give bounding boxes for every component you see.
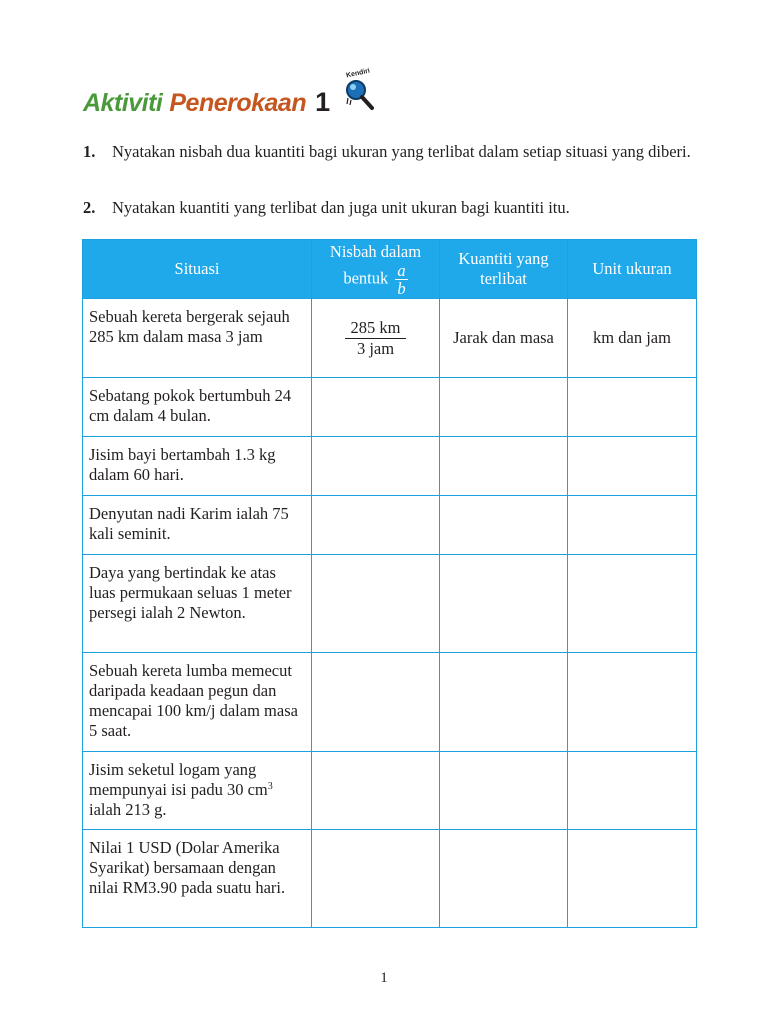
quantity-cell	[440, 653, 568, 752]
heading-number: 1	[315, 87, 331, 117]
situation-cell: Denyutan nadi Karim ialah 75 kali seminit.	[83, 496, 312, 555]
header-unit: Unit ukuran	[568, 240, 697, 299]
quantity-cell	[440, 830, 568, 928]
ratio-cell	[312, 496, 440, 555]
table-row	[83, 378, 697, 437]
ratio-cell	[312, 555, 440, 653]
situation-cell: Sebuah kereta bergerak sejauh 285 km dalam masa 3 jam	[83, 299, 312, 378]
unit-cell	[568, 555, 697, 653]
unit-cell	[568, 830, 697, 928]
quantity-cell	[440, 555, 568, 653]
quantity-cell	[440, 378, 568, 437]
quantity-cell: Jarak dan masa	[440, 299, 568, 378]
situation-text-end: ialah 213 g.	[89, 800, 167, 819]
header-fraction-numerator: a	[397, 260, 406, 280]
header-nisbah-label: Nisbah dalam bentuk	[329, 241, 422, 287]
quantity-cell	[440, 496, 568, 555]
unit-cell	[568, 653, 697, 752]
page-number: 1	[380, 970, 388, 986]
kendiri-badge	[336, 67, 380, 118]
situation-cell: Nilai 1 USD (Dolar Amerika Syarikat) bersamaan dengan nilai RM3.90 pada suatu hari.	[83, 830, 312, 928]
unit-cell	[568, 437, 697, 496]
activity-heading	[83, 67, 380, 118]
situation-text: Jisim seketul logam yang mempunyai isi padu 30 cm	[89, 760, 268, 799]
situation-cell: Sebuah kereta lumba memecut daripada keadaan pegun dan mencapai 100 km/j dalam masa 5 saat.	[83, 653, 312, 752]
situation-cell: Sebatang pokok bertumbuh 24 cm dalam 4 bulan.	[83, 378, 312, 437]
unit-cell	[568, 752, 697, 830]
ratio-fraction	[345, 318, 407, 359]
situation-cell	[83, 752, 312, 830]
table-row	[83, 555, 697, 653]
unit-cell: km dan jam	[568, 299, 697, 378]
ratio-numerator: 285 km	[345, 318, 407, 339]
table-row	[83, 496, 697, 555]
heading-word-aktiviti: Aktiviti	[83, 89, 163, 117]
table-row	[83, 299, 697, 378]
ratio-cell	[312, 378, 440, 437]
table-header-row	[83, 240, 697, 299]
header-nisbah	[312, 240, 440, 299]
header-kuantiti: Kuantiti yang terlibat	[440, 240, 568, 299]
header-fraction-denominator: b	[397, 278, 406, 298]
ratio-cell	[312, 653, 440, 752]
instruction-text: Nyatakan nisbah dua kuantiti bagi ukuran yang terlibat dalam setiap situasi yang diberi.	[112, 142, 691, 161]
superscript-3: 3	[267, 781, 273, 792]
header-situasi: Situasi	[83, 240, 312, 299]
ratio-cell	[312, 752, 440, 830]
situation-cell: Jisim bayi bertambah 1.3 kg dalam 60 hari.	[83, 437, 312, 496]
kendiri-label: Kendiri	[345, 67, 371, 80]
instruction-text: Nyatakan kuantiti yang terlibat dan juga unit ukuran bagi kuantiti itu.	[112, 198, 570, 217]
ratio-cell	[312, 437, 440, 496]
quantity-cell	[440, 437, 568, 496]
ratio-cell	[312, 830, 440, 928]
instruction-2	[83, 198, 695, 218]
unit-cell	[568, 378, 697, 437]
table-row	[83, 653, 697, 752]
ratio-table	[82, 239, 697, 928]
table-row	[83, 752, 697, 830]
ratio-cell	[312, 299, 440, 378]
heading-word-penerokaan: Penerokaan	[169, 89, 307, 117]
instruction-number: 1.	[83, 142, 96, 161]
table-row	[83, 437, 697, 496]
header-fraction	[395, 262, 407, 297]
table-row	[83, 830, 697, 928]
magnifier-icon	[344, 78, 376, 112]
instruction-number: 2.	[83, 198, 96, 217]
unit-cell	[568, 496, 697, 555]
situation-cell: Daya yang bertindak ke atas luas permukaan seluas 1 meter persegi ialah 2 Newton.	[83, 555, 312, 653]
quantity-cell	[440, 752, 568, 830]
instruction-1	[83, 142, 695, 162]
ratio-denominator: 3 jam	[356, 338, 395, 358]
